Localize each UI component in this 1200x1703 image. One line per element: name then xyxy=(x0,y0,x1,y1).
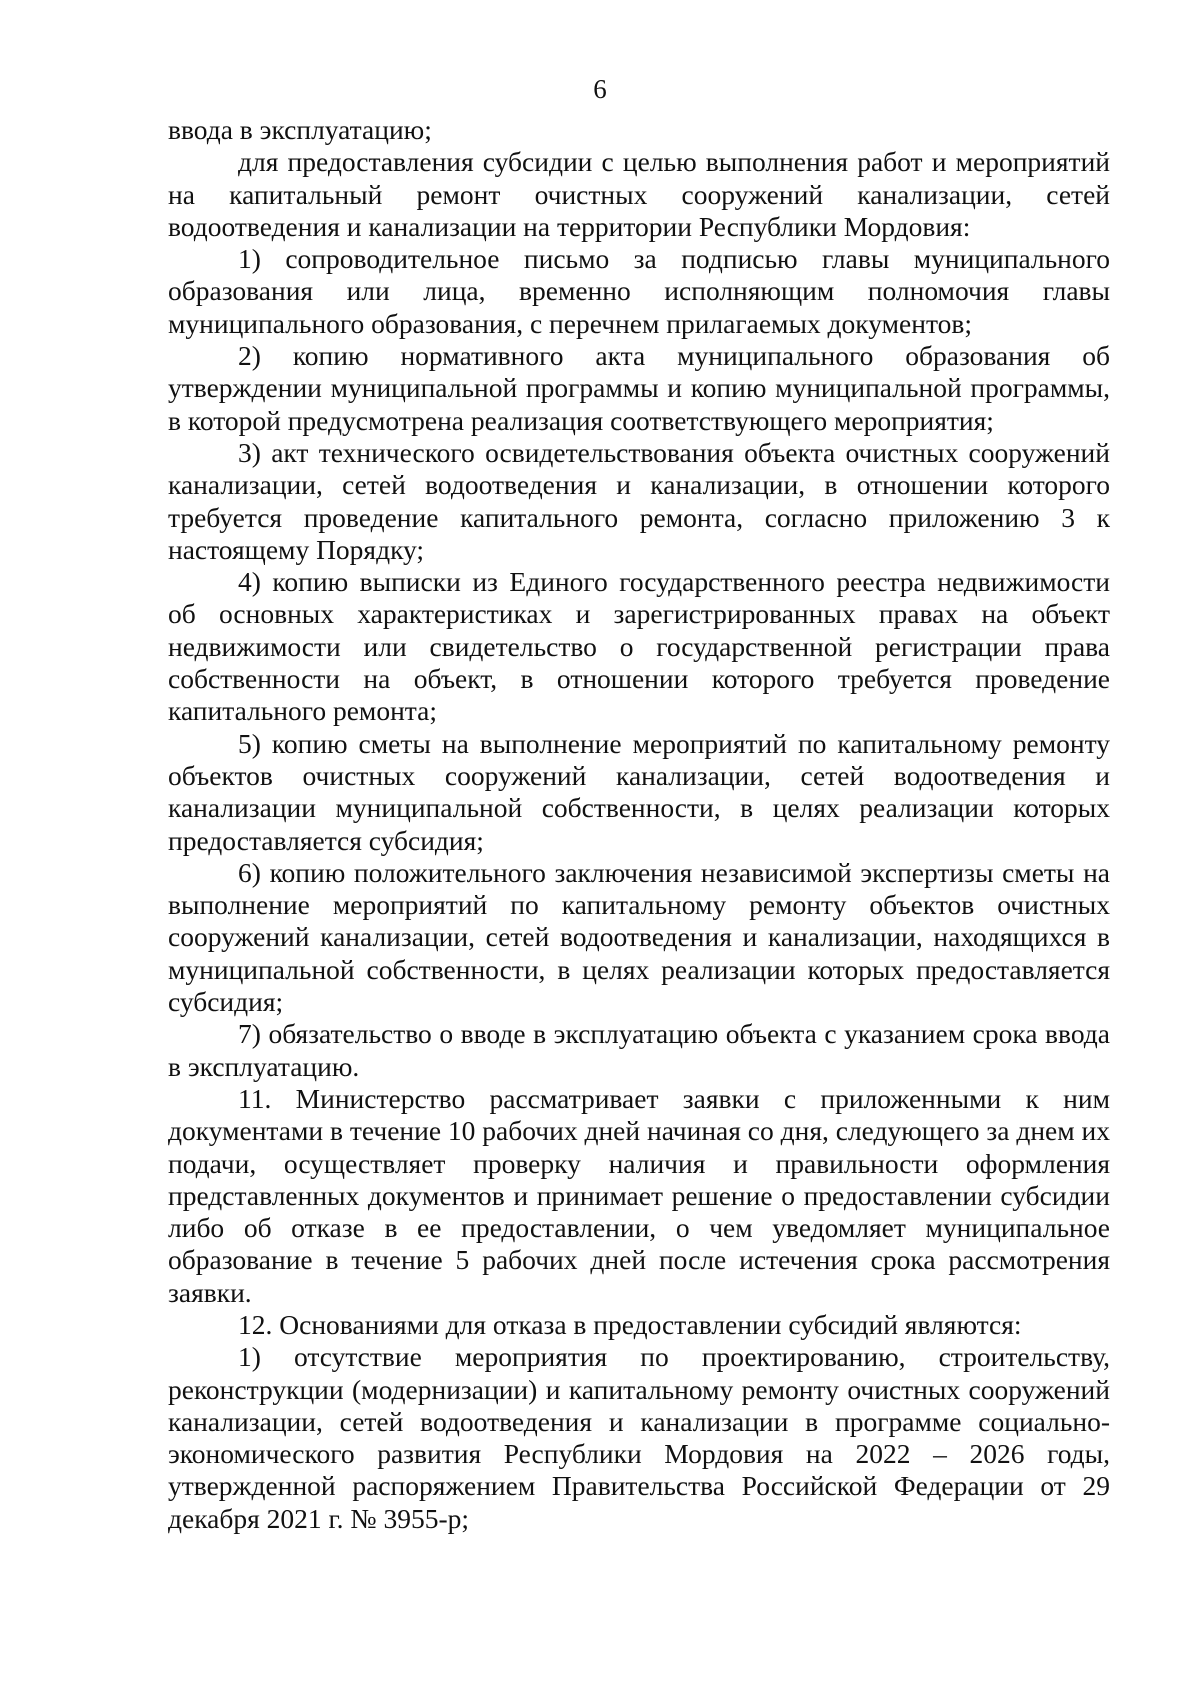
list-item-1: 1) сопроводительное письмо за подписью главы муниципального образования или лица, временно исполняющим полномочия главы муниципального образования, с перечнем прилагаемых документов; xyxy=(168,243,1110,339)
list-item-3: 3) акт технического освидетельствования объекта очистных сооружений канализации, сетей водоотведения и канализации, в отношении которого требуется проведение капитального ремонта, согласно приложению 3 к настоящему Порядку; xyxy=(168,436,1110,565)
paragraph-subsidy-purpose: для предоставления субсидии с целью выполнения работ и мероприятий на капитальный ремонт очистных сооружений канализации, сетей водоотведения и канализации на территории Республики Мордовия: xyxy=(168,146,1110,242)
list-item-6: 6) копию положительного заключения независимой экспертизы сметы на выполнение мероприятий по капитальному ремонту объектов очистных сооружений канализации, сетей водоотведения и канализации, находящихся в муниципальной собственности, в целях реализации которых предоставляется субсидия; xyxy=(168,856,1110,1018)
document-body xyxy=(168,114,1110,1535)
list-item-4: 4) копию выписки из Единого государственного реестра недвижимости об основных характеристиках и зарегистрированных правах на объект недвижимости или свидетельство о государственной регистрации права собственности на объект, в отношении которого требуется проведение капитального ремонта; xyxy=(168,566,1110,727)
page-number: 6 xyxy=(593,74,607,104)
paragraph-continuation: ввода в эксплуатацию; xyxy=(168,114,432,145)
clause-12: 12. Основаниями для отказа в предоставлении субсидий являются: xyxy=(238,1308,1022,1340)
clause-12-item-1: 1) отсутствие мероприятия по проектированию, строительству, реконструкции (модернизации) и капитальному ремонту очистных сооружений канализации, сетей водоотведения и канализации в программе социально-экономического развития Республики Мордовия на 2022 – 2026 годы, утвержденной распоряжением Правительства Российской Федерации от 29 декабря 2021 г. № 3955-р; xyxy=(168,1341,1110,1534)
list-item-7: 7) обязательство о вводе в эксплуатацию объекта с указанием срока ввода в эксплуатацию. xyxy=(168,1018,1110,1082)
list-item-2: 2) копию нормативного акта муниципального образования об утверждении муниципальной программы и копию муниципальной программы, в которой предусмотрена реализация соответствующего мероприятия; xyxy=(168,340,1110,436)
clause-11: 11. Министерство рассматривает заявки с приложенными к ним документами в течение 10 рабочих дней начиная со дня, следующего за днем их подачи, осуществляет проверку наличия и правильности оформления представленных документов и принимает решение о предоставлении субсидии либо об отказе в ее предоставлении, о чем уведомляет муниципальное образование в течение 5 рабочих дней после истечения срока рассмотрения заявки. xyxy=(168,1082,1110,1308)
list-item-5: 5) копию сметы на выполнение мероприятий по капитальному ремонту объектов очистных сооружений канализации, сетей водоотведения и канализации муниципальной собственности, в целях реализации которых предоставляется субсидия; xyxy=(168,727,1110,856)
